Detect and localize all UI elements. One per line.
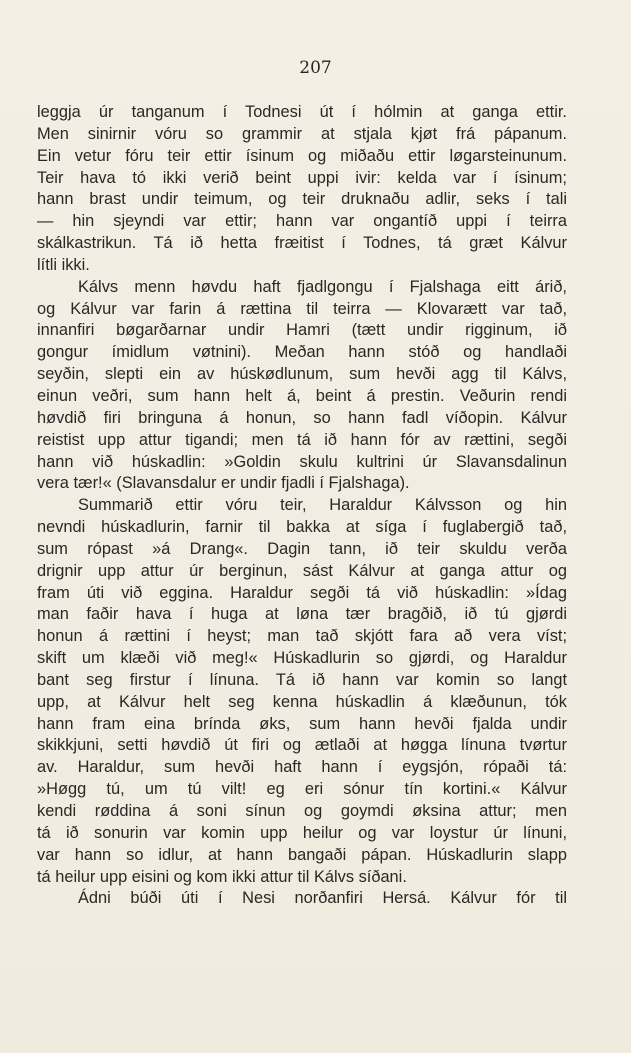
text-line: og Kálvur var farin á rættina til teirra — Klovarætt var tað, — [37, 299, 567, 318]
text-line: skift um klæði við meg!« Húskadlurin so gjørdi, og Haraldur — [37, 649, 567, 668]
text-line: skikkjuni, setti høvdið út firi og ætlaði at høgga línuna tvørtur — [37, 736, 567, 755]
text-line: honun á rættini í heyst; man tað skjótt fara að vera víst; — [37, 627, 567, 646]
text-line: Kálvs menn høvdu haft fjadlgongu í Fjalshaga eitt árið, — [78, 277, 567, 296]
text-line: Teir hava tó ikki verið beint uppi ivir: kelda var í ísinum; — [37, 168, 567, 187]
body-text — [37, 102, 567, 910]
text-line: bant seg firstur í línuna. Tá ið hann var komin so langt — [37, 670, 567, 689]
text-line: vera tær!« (Slavansdalur er undir fjadli í Fjalshaga). — [37, 474, 410, 493]
text-line: skálkastrikun. Tá ið hetta fræitist í Todnes, tá græt Kálvur — [37, 234, 567, 253]
text-line: hann fram eina brínda øks, sum hann hevði fjalda undir — [37, 714, 567, 733]
text-line: sum rópast »á Drang«. Dagin tann, ið teir skuldu verða — [37, 539, 567, 558]
text-line: upp, at Kálvur helt seg kenna húskadlin á klæðunun, tók — [37, 692, 567, 711]
text-line: nevndi húskadlurin, farnir til bakka at síga í fuglabergið tað, — [37, 518, 567, 537]
text-line: kendi røddina á soni sínun og goymdi øksina attur; men — [37, 802, 567, 820]
text-line: »Høgg tú, um tú vilt! eg eri sónur tín kortini.« Kálvur — [37, 780, 567, 799]
text-line: einun veðri, sum hann helt á, beint á prestin. Veðurin rendi — [37, 386, 567, 405]
text-line: Ádni búði úti í Nesi norðanfiri Hersá. Kálvur fór til — [78, 889, 567, 908]
text-line: fram úti við eggina. Haraldur segði tá við húskadlin: »Ídag — [37, 583, 567, 602]
page-number: 207 — [299, 58, 332, 78]
text-line: av. Haraldur, sum hevði haft hann í eygsjón, rópaði tá: — [37, 758, 567, 777]
text-line: Summarið ettir vóru teir, Haraldur Kálvsson og hin — [78, 496, 567, 515]
text-line: Men sinirnir vóru so grammir at stjala kjøt frá pápanum. — [37, 124, 567, 143]
text-line: man faðir hava í huga at løna tær bragðið, ið tú gjørdi — [37, 605, 567, 624]
text-line: tá ið sonurin var komin upp heilur og var loystur úr línuni, — [37, 823, 567, 842]
text-line: tá heilur upp eisini og kom ikki attur til Kálvs síðani. — [37, 867, 407, 886]
text-line: høvdið firi bringuna á honun, so hann fadl víðopin. Kálvur — [37, 408, 567, 427]
text-line: hann við húskadlin: »Goldin skulu kultrini úr Slavansdalinun — [37, 452, 567, 471]
text-line: reistist upp attur tigandi; men tá ið hann fór av rættini, segði — [37, 430, 567, 449]
text-line: lítli ikki. — [37, 255, 90, 274]
text-line: seyðin, slepti ein av húskødlunum, sum hevði agg til Kálvs, — [37, 365, 567, 384]
text-line: drignir upp attur úr berginun, sást Kálvur at ganga attur og — [37, 561, 567, 580]
text-line: gongur ímidlum vøtnini). Meðan hann stóð og handlaði — [37, 343, 567, 362]
text-line: var hann so idlur, at hann bangaði pápan. Húskadlurin slapp — [37, 845, 567, 864]
text-line: — hin sjeyndi var ettir; hann var ongantíð uppi í teirra — [37, 212, 567, 231]
text-line: innanfiri bøgarðarnar undir Hamri (tætt undir rigginum, ið — [37, 321, 567, 340]
text-line: leggja úr tanganum í Todnesi út í hólmin at ganga ettir. — [37, 103, 567, 121]
text-line: Ein vetur fóru teir ettir ísinum og miðaðu ettir løgarsteinunum. — [37, 146, 567, 165]
text-line: hann brast undir teimum, og teir druknaðu adlir, seks í tali — [37, 190, 567, 209]
